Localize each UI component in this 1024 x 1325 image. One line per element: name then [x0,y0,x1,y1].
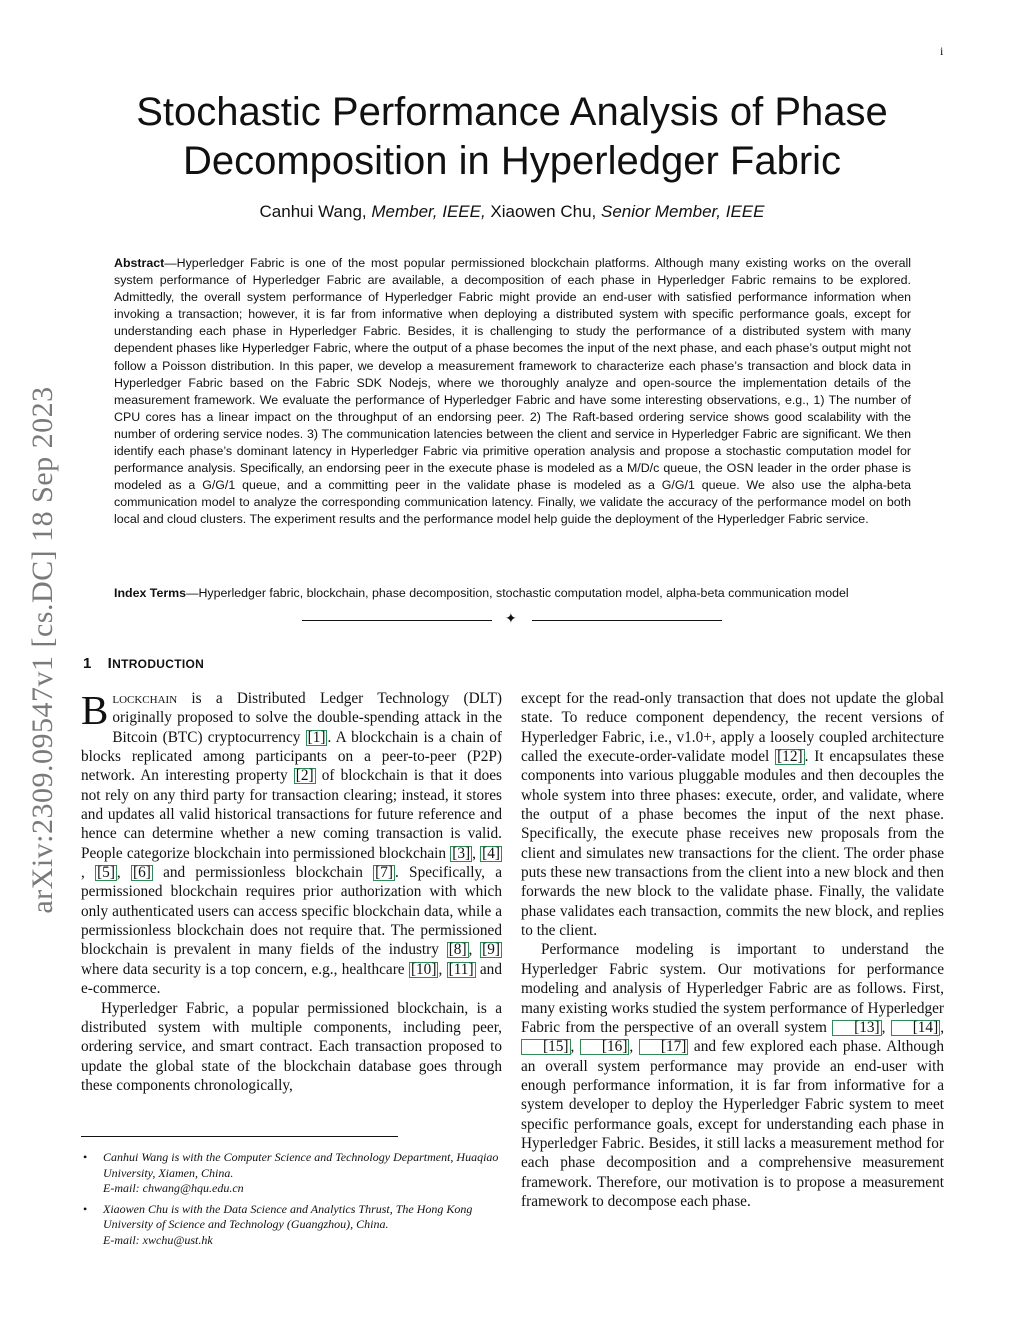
citation-link[interactable]: [2] [295,767,314,785]
arxiv-identifier-stamp[interactable]: arXiv:2309.09547v1 [cs.DC] 18 Sep 2023 [26,386,59,914]
paragraph: except for the read-only transaction that does not update the global state. To reduce component dependency, the recent versions of Hyperledger Fabric, i.e., v1.0+, apply a loosely coupled architecture called the execute-order-validate model [12] . It encapsulates these components into various pluggable modules and then decouples the whole system into three phases: execute, order, and validate, where the output of a phase becomes the input of the next phase. Specifically, the execute phase receives new proposals from the client and simulates new transactions for the client. The order phase puts these new transactions from the client into a new block and then forwards the new block to the validate phase. Finally, the validate phase validates each transaction, commits the new block, and replies to the client. [521,690,944,940]
footnote-item [81,1202,502,1249]
footnote-affiliation: Xiaowen Chu is with the Data Science and Analytics Thrust, The Hong Kong University of Science and Technology (Guangzhou), China. [103,1201,473,1232]
paragraph: Hyperledger Fabric, a popular permissioned blockchain, is a distributed system with multiple components, including peer, ordering service, and smart contract. Each transaction proposed to update the global state of the blockchain database goes through these components chronologically, [81,999,502,1094]
divider-line-right [532,620,722,621]
section-heading [83,655,204,672]
footnote-email: E-mail: chwang@hqu.edu.cn [103,1181,244,1196]
author-affiliation-role: Senior Member, IEEE [601,202,765,221]
bullet-icon: • [83,1201,88,1216]
small-caps-word: lockchain [112,690,178,707]
right-column [521,689,944,1211]
index-terms [114,585,914,602]
footnote-email: E-mail: xwchu@ust.hk [103,1232,213,1247]
section-divider [302,612,722,628]
citation-link[interactable]: [14] [891,1020,941,1036]
citation-link[interactable]: [12] [777,748,803,766]
left-column [81,689,502,1095]
index-terms-text: —Hyperledger fabric, blockchain, phase decomposition, stochastic computation model, alpha-beta communication model [186,586,849,600]
paragraph: Blockchain is a Distributed Ledger Technology (DLT) originally proposed to solve the double-spending attack in the Bitcoin (BTC) cryptocurrency [1] . A blockchain is a chain of blocks replicated among participants on a peer-to-peer (P2P) network. An interesting property [2] of blockchain is that it does not rely on any third party for transaction clearing; instead, it stores and updates all valid historical transactions for future reference and hence can determine whether a new coming transaction is valid. People categorize blockchain into permissioned blockchain [3] , [4], [5] , [6] and permissionless blockchain [7] . Specifically, a permissioned blockchain requires prior authorization with which only authenticated users can access specific blockchain data, while a permissionless blockchain does not require that. The permissioned blockchain is prevalent in many fields of the industry [8] , [9] where data security is a top concern, e.g., healthcare [10] , [11] and e-commerce. [81,687,502,998]
citation-link[interactable]: [7] [375,864,393,882]
citation-link[interactable]: [5] [97,864,115,882]
citation-link[interactable]: [4] [482,844,500,862]
citation-link[interactable]: [1] [307,728,326,746]
citation-link[interactable]: [8] [448,941,467,959]
footnotes [81,1150,502,1254]
diamond-ornament-icon: ✦ [505,612,517,627]
divider-line-left [302,620,492,621]
citation-link[interactable]: [17] [639,1039,689,1055]
footnote-rule [81,1136,398,1137]
citation-link[interactable]: [15] [521,1039,571,1055]
drop-cap: B [81,687,109,733]
section-number: 1 [83,655,92,672]
footnote-item [81,1150,502,1197]
citation-link[interactable]: [3] [452,844,471,862]
page-number: i [940,44,944,58]
citation-link[interactable]: [10] [410,960,437,978]
citation-link[interactable]: [9] [482,941,500,959]
author-name: Canhui Wang [259,202,362,221]
section-title-rest: NTRODUCTION [112,657,205,671]
section-title-initial: I [107,655,113,672]
footnote-affiliation: Canhui Wang is with the Computer Science and Technology Department, Huaqiao University, Xiamen, China. [103,1150,499,1180]
paper-title: Stochastic Performance Analysis of Phase Decomposition in Hyperledger Fabric [136,90,888,183]
author-affiliation-role: Member, IEEE, [371,202,486,221]
paragraph: Performance modeling is important to understand the Hyperledger Fabric system. Our motivations for performance modeling and analysis of Hyperledger Fabric are as follows. First, many existing works studied the system performance of Hyperledger Fabric from the perspective of an overall system [13] , [14] , [15] , [16] , [17] and few explored each phase. Although an overall system performance may provide an end-user with enough performance information, it is far from informative for a system developer to deploy the Hyperledger Fabric system to meet specific performance goals, except for understanding each phase in Hyperledger Fabric. Besides, it still lacks a measurement method for each phase decomposition and a comprehensive measurement framework. Therefore, our motivation is to propose a measurement framework to decompose each phase. [521,941,945,1210]
abstract [114,255,911,529]
author-line: Canhui Wang, Member, IEEE, Xiaowen Chu, Senior Member, IEEE [259,202,765,221]
citation-link[interactable]: [16] [580,1039,630,1055]
abstract-text: —Hyperledger Fabric is one of the most popular permissioned blockchain platforms. Although many existing works on the overall system performance of Hyperledger Fabric are available, a decomposition of each phase in Hyperledger Fabric remains to be explored. Admittedly, the overall system performance of Hyperledger Fabric might provide an end-user with satisfied performance information when invoking a transaction; however, it is far from informative when deploying a distributed system with specific performance goals, except for understanding each phase in Hyperledger Fabric. Besides, it is challenging to study the performance of a distributed system with many dependent phases like Hyperledger Fabric, where the output of a phase becomes the input of the next phase, and each phase’s output might not follow a Poisson distribution. In this paper, we develop a measurement framework to characterize each phase’s transaction and block data in Hyperledger Fabric based on the Fabric SDK Nodejs, where we thoroughly analyze and open-source the implementation details of the measurement framework. We evaluate the performance of Hyperledger Fabric and have some interesting observations, e.g., 1) The number of CPU cores has a linear impact on the throughput of an endorsing peer. 2) The Raft-based ordering service shows good scalability with the number of ordering service nodes. 3) The communication latencies between the client and service in Hyperledger Fabric are significant. We then identify each phase’s dominant latency in Hyperledger Fabric via primitive operation analysis and propose a stochastic computation model for performance analysis. Specifically, an endorsing peer in the execute phase is modeled as a M/D/c queue, the OSN leader in the order phase is modeled as a G/G/1 queue, and a committing peer in the validate phase is modeled as a G/G/1 queue. We also use the alpha-beta communication model to analyze the corresponding communication latency. Finally, we validate the accuracy of the performance model on both local and cloud clusters. The experiment results and the performance model help guide the deployment of the Hyperledger Fabric service. [114,256,911,527]
abstract-label: Abstract [114,256,165,270]
citation-link[interactable]: [11] [448,960,474,978]
citation-link[interactable]: [6] [133,864,151,882]
bullet-icon: • [83,1150,88,1164]
citation-link[interactable]: [13] [832,1020,882,1036]
index-terms-label: Index Terms [114,586,187,600]
author-name: Xiaowen Chu [490,202,592,221]
